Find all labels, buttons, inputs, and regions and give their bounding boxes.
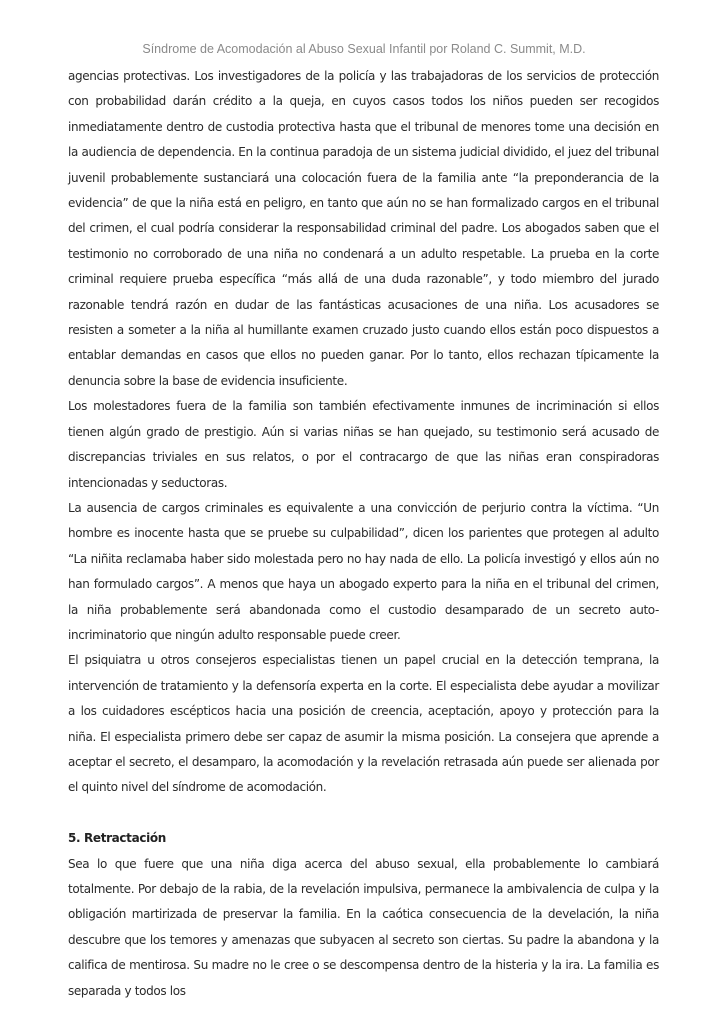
- document-body: [68, 64, 659, 1004]
- paragraph: agencias protectivas. Los investigadores de la policía y las trabajadoras de los servicios de protección con probabilidad darán crédito a la queja, en cuyos casos todos los niños pueden ser recogidos inmediatamente dentro de custodia protectiva hasta que el tribunal de menores tome una decisión en la audiencia de dependencia. En la continua paradoja de un sistema judicial dividido, el juez del tribunal juvenil probablemente sustanciará una colocación fuera de la familia ante “la preponderancia de la evidencia” de que la niña está en peligro, en tanto que aún no se han formalizado cargos en el tribunal del crimen, el cual podría considerar la responsabilidad criminal del padre. Los abogados saben que el testimonio no corroborado de una niña no condenará a un adulto respetable. La prueba en la corte criminal requiere prueba específica “más allá de una duda razonable”, y todo miembro del jurado razonable tendrá razón en dudar de las fantásticas acusaciones de una niña. Los acusadores se resisten a someter a la niña al humillante examen cruzado justo cuando ellos están poco dispuestos a entablar demandas en casos que ellos no pueden ganar. Por lo tanto, ellos rechazan típicamente la denuncia sobre la base de evidencia insuficiente.: [68, 69, 660, 388]
- paragraph: Sea lo que fuere que una niña diga acerca del abuso sexual, ella probablemente lo cambiará totalmente. Por debajo de la rabia, de la revelación impulsiva, permanece la ambivalencia de culpa y la obligación martirizada de preservar la familia. En la caótica consecuencia de la develación, la niña descubre que los temores y amenazas que subyacen al secreto son ciertas. Su padre la abandona y la califica de mentirosa. Su madre no le cree o se descompensa dentro de la histeria y la ira. La familia es separada y todos los: [68, 856, 659, 998]
- running-header: Síndrome de Acomodación al Abuso Sexual Infantil por Roland C. Summit, M.D.: [142, 42, 586, 56]
- paragraph: La ausencia de cargos criminales es equivalente a una convicción de perjurio contra la víctima. “Un hombre es inocente hasta que se pruebe su culpabilidad”, dicen los parientes que protegen al adulto “La niñita reclamaba haber sido molestada pero no hay nada de ello. La policía investigó y ellos aún no han formulado cargos”. A menos que haya un abogado experto para la niña en el tribunal del crimen, la niña probablemente será abandonada como el custodio desamparado de un secreto auto-incriminatorio que ningún adulto responsable puede creer.: [68, 500, 659, 642]
- paragraph: El psiquiatra u otros consejeros especialistas tienen un papel crucial en la detección temprana, la intervención de tratamiento y la defensoría experta en la corte. El especialista debe ayudar a movilizar a los cuidadores escépticos hacia una posición de creencia, aceptación, apoyo y protección para la niña. El especialista primero debe ser capaz de asumir la misma posición. La consejera que aprende a aceptar el secreto, el desamparo, la acomodación y la revelación retrasada aún puede ser alienada por el quinto nivel del síndrome de acomodación.: [68, 653, 659, 795]
- section-spacer: [68, 801, 659, 826]
- paragraph: Los molestadores fuera de la familia son también efectivamente inmunes de incriminación si ellos tienen algún grado de prestigio. Aún si varias niñas se han quejado, su testimonio será acusado de discrepancias triviales en sus relatos, o por el contracargo de que las niñas eran conspiradoras intencionadas y seductoras.: [68, 399, 659, 490]
- section-heading: 5. Retractación: [68, 831, 166, 846]
